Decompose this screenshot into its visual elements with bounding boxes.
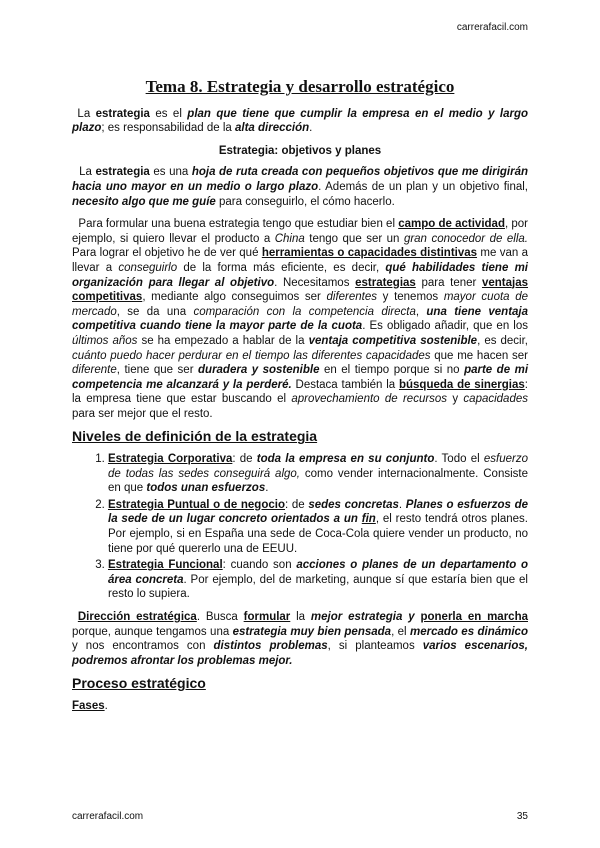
page-content xyxy=(72,77,529,722)
paragraph-hoja-de-ruta: La estrategia es una hoja de ruta creada con pequeños objetivos que me dirigirán hacia uno mayor en un medio o largo plazo. Además de un plan y un objetivo final, necesito algo que me guíe para conseguirlo, el cómo hacerlo. xyxy=(72,166,529,208)
section-heading-proceso: Proceso estratégico xyxy=(72,675,206,692)
page-number: 35 xyxy=(516,811,528,822)
list-item: 2. Estrategia Puntual o de negocio: de sedes concretas. Planes o esfuerzos de la sede de un lugar concreto orientados a un fin, el resto tendrá otros planes. Por ejemplo, si en España una sede de Coca-Cola quiere vender un producto, no tiene por qué quererlo una de EEUU. xyxy=(108,498,528,556)
levels-list xyxy=(72,452,528,602)
footer-site: carrerafacil.com xyxy=(72,811,144,822)
list-item: 3. Estrategia Funcional: cuando son acciones o planes de un departamento o área concreta. Por ejemplo, del de marketing, aunque sí que estaría bien que el resto lo supiera. xyxy=(108,558,528,602)
section-heading-niveles: Niveles de definición de la estrategia xyxy=(72,428,318,445)
intro-paragraph: La estrategia es el plan que tiene que cumplir la empresa en el medio y largo plazo; es responsabilidad de la alta dirección. xyxy=(72,107,528,135)
page-title: Tema 8. Estrategia y desarrollo estratégico xyxy=(145,77,455,96)
header-site: carrerafacil.com xyxy=(456,22,528,33)
section-heading-objetivos: Estrategia: objetivos y planes xyxy=(218,144,382,157)
paragraph-formular-estrategia: Para formular una buena estrategia tengo que estudiar bien el campo de actividad, por ejemplo, si quiero llevar el producto a China tengo que ser un gran conocedor de ella. Para lograr el objetivo he de ver qué herramientas o capacidades distintivas me van a llevar a conseguirlo de la forma más eficiente, es decir, qué habilidades tiene mi organización para llegar al objetivo. Necesitamos estrategias para tener ventajas competitivas, mediante algo conseguimos ser diferentes y tenemos mayor cuota de mercado, se da una comparación con la competencia directa, una tiene ventaja competitiva cuando tiene la mayor parte de la cuota. Es obligado añadir, que en los últimos años se ha empezado a hablar de la ventaja competitiva sostenible, es decir, cuánto puedo hacer perdurar en el tiempo las diferentes capacidades que me hacen ser diferente, tiene que ser duradera y sostenible en el tiempo porque si no parte de mi competencia me alcanzará y la perderé. Destaca también la búsqueda de sinergias: la empresa tiene que estar buscando el aprovechamiento de recursos y capacidades para ser mejor que el resto. xyxy=(72,218,529,420)
list-item: 1. Estrategia Corporativa: de toda la empresa en su conjunto. Todo el esfuerzo de todas las sedes conseguirá algo, como vender internacionalmente. Consiste en que todos unan esfuerzos. xyxy=(108,452,528,496)
fases-label: Fases. xyxy=(72,699,108,712)
paragraph-direccion-estrategica: Dirección estratégica. Busca formular la mejor estrategia y ponerla en marcha porque, aunque tengamos una estrategia muy bien pensada, el mercado es dinámico y nos encontramos con distintos problemas, si planteamos varios escenarios, podremos afrontar los problemas mejor. xyxy=(72,611,528,667)
